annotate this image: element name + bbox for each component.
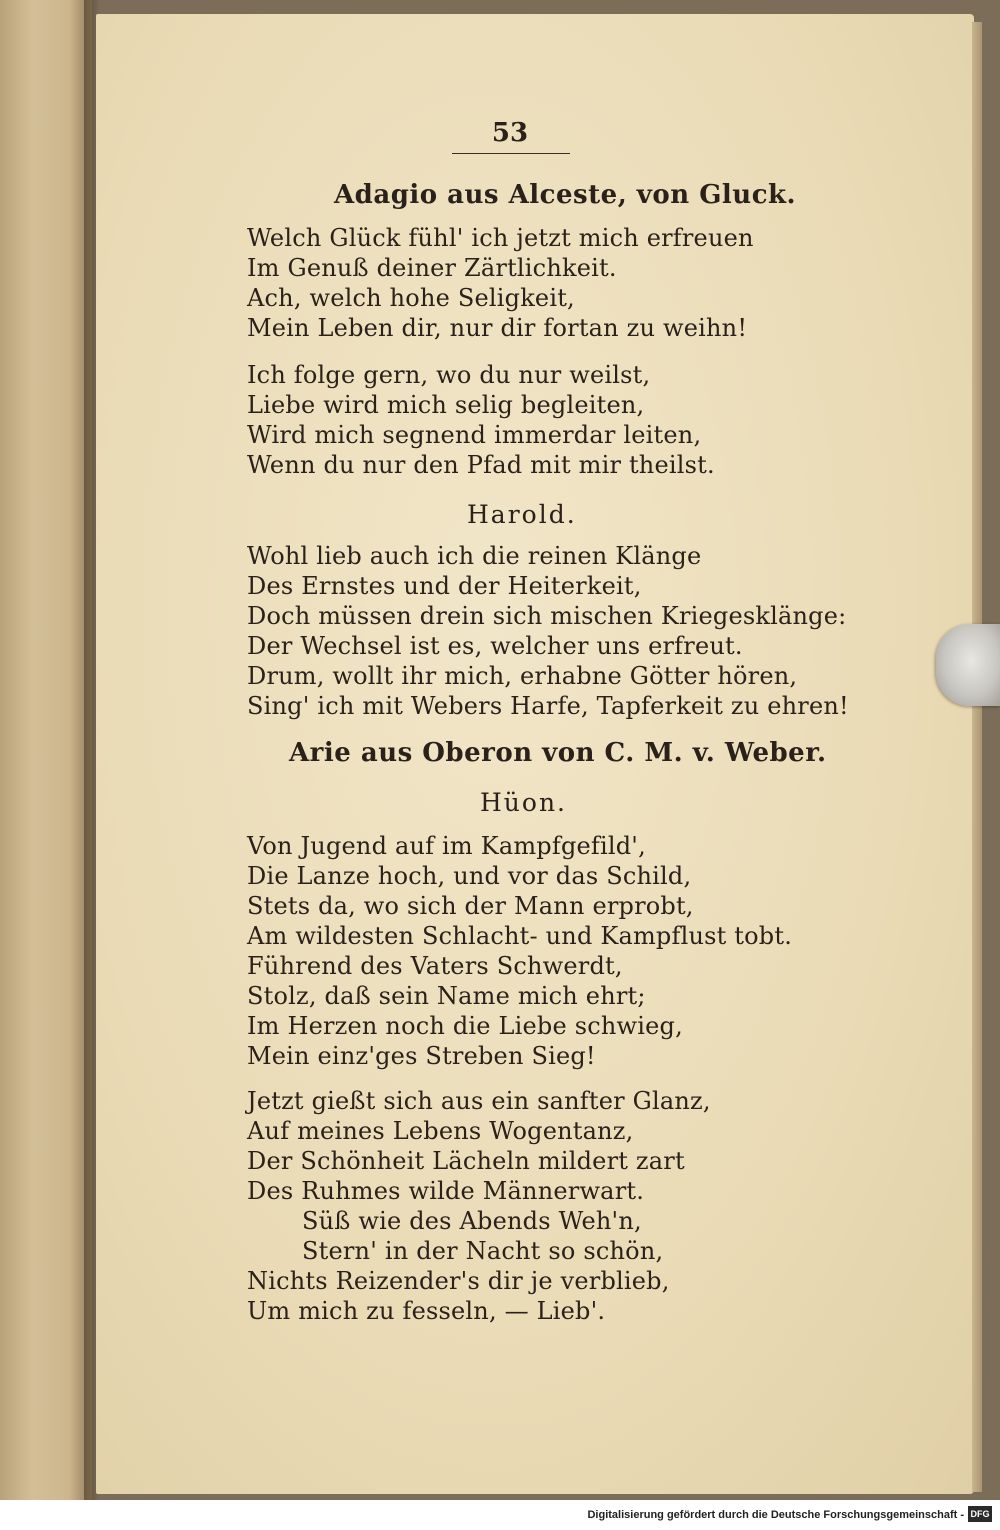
verse-line: Wohl lieb auch ich die reinen Klänge	[247, 542, 702, 570]
verse-line: Welch Glück fühl' ich jetzt mich erfreuen	[247, 224, 754, 252]
verse-line: Führend des Vaters Schwerdt,	[247, 952, 623, 980]
verse-line: Im Herzen noch die Liebe schwieg,	[247, 1012, 683, 1040]
speaker-huon: Hüon.	[480, 788, 568, 817]
verse-line: Des Ernstes und der Heiterkeit,	[247, 572, 642, 600]
verse-line: Um mich zu fesseln, — Lieb'.	[247, 1297, 606, 1325]
verse-line: Auf meines Lebens Wogentanz,	[247, 1117, 634, 1145]
verse-line: Stets da, wo sich der Mann erprobt,	[247, 892, 694, 920]
verse-line: Der Wechsel ist es, welcher uns erfreut.	[247, 632, 743, 660]
page-stack-edge	[972, 22, 982, 1492]
verse-line: Von Jugend auf im Kampfgefild',	[247, 832, 646, 860]
verse-line: Mein einz'ges Streben Sieg!	[247, 1042, 596, 1070]
verse-line-indented: Stern' in der Nacht so schön,	[302, 1237, 664, 1265]
verse-line: Des Ruhmes wilde Männerwart.	[247, 1177, 645, 1205]
verse-line-indented: Süß wie des Abends Weh'n,	[302, 1207, 642, 1235]
digitization-credit: Digitalisierung gefördert durch die Deutsche Forschungsgemeinschaft -	[587, 1509, 964, 1521]
verse-line: Jetzt gießt sich aus ein sanfter Glanz,	[247, 1087, 711, 1115]
verse-line: Der Schönheit Lächeln mildert zart	[247, 1147, 685, 1175]
verse-line: Im Genuß deiner Zärtlichkeit.	[247, 254, 617, 282]
verse-line: Stolz, daß sein Name mich ehrt;	[247, 982, 646, 1010]
verse-line: Doch müssen drein sich mischen Kriegesklänge:	[247, 602, 847, 630]
verse-line: Sing' ich mit Webers Harfe, Tapferkeit zu ehren!	[247, 692, 849, 720]
header-rule	[452, 153, 570, 154]
verse-line: Ich folge gern, wo du nur weilst,	[247, 361, 651, 389]
verse-line: Liebe wird mich selig begleiten,	[247, 391, 645, 419]
verse-line: Am wildesten Schlacht- und Kampflust tobt.	[247, 922, 793, 950]
speaker-harold: Harold.	[467, 500, 577, 529]
section-title-alceste: Adagio aus Alceste, von Gluck.	[334, 180, 797, 210]
verse-line: Nichts Reizender's dir je verblieb,	[247, 1267, 670, 1295]
verse-line: Drum, wollt ihr mich, erhabne Götter hören,	[247, 662, 798, 690]
section-title-oberon: Arie aus Oberon von C. M. v. Weber.	[289, 738, 827, 768]
verse-line: Mein Leben dir, nur dir fortan zu weihn!	[247, 314, 748, 342]
page-number: 53	[491, 118, 529, 148]
dfg-logo: DFG	[968, 1506, 992, 1522]
verse-line: Wenn du nur den Pfad mit mir theilst.	[247, 451, 715, 479]
verse-line: Ach, welch hohe Seligkeit,	[247, 284, 575, 312]
verse-line: Die Lanze hoch, und vor das Schild,	[247, 862, 692, 890]
previous-page-edge	[0, 0, 92, 1500]
verse-line: Wird mich segnend immerdar leiten,	[247, 421, 702, 449]
thumb-index-tab	[936, 624, 1000, 706]
